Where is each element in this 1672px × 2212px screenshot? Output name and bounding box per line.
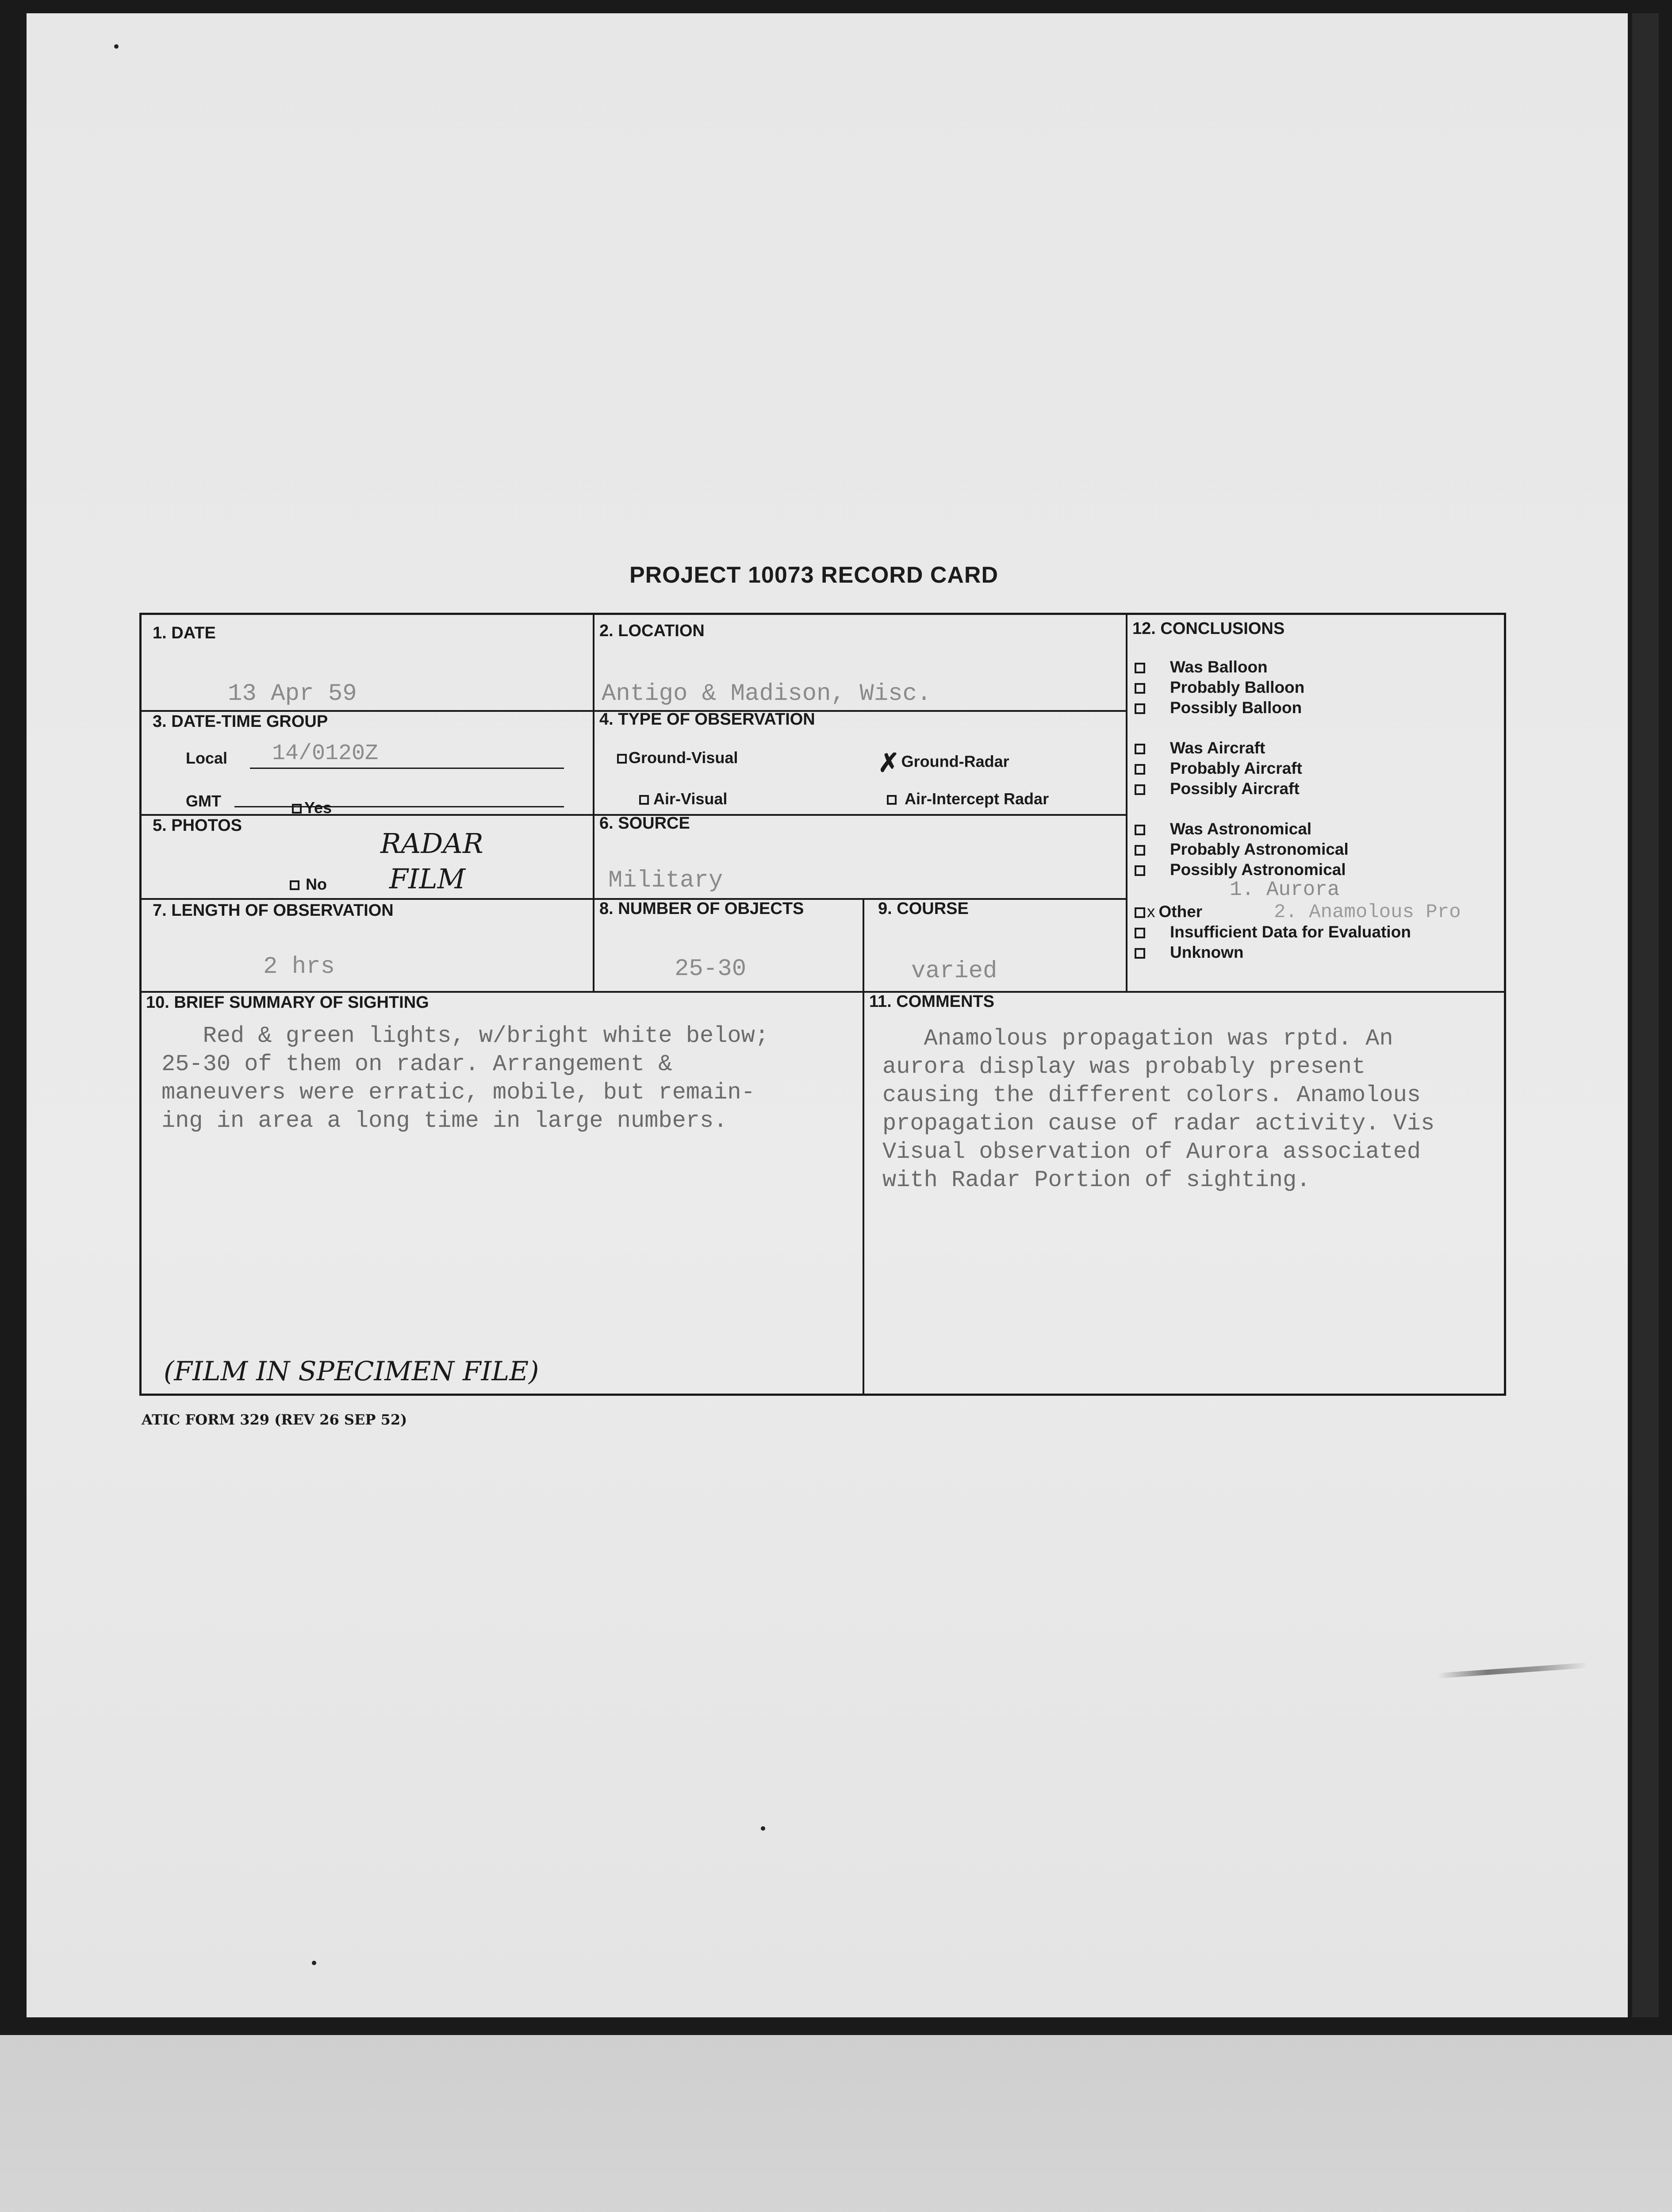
conclusion-possibly-balloon: Possibly Balloon [1135,699,1302,717]
rule [142,991,1506,993]
other-x-mark: x [1147,902,1155,921]
film-note: (FILM IN SPECIMEN FILE) [164,1356,539,1387]
local-value: 14/0120Z [272,741,379,766]
checkbox [1135,865,1145,876]
local-line [250,768,564,769]
photos-yes-note: RADAR [380,827,483,860]
conclusion-probably-aircraft: Probably Aircraft [1135,759,1302,778]
location-label: 2. LOCATION [599,622,705,640]
comments-label: 11. COMMENTS [869,992,994,1011]
conclusions-label: 12. CONCLUSIONS [1132,619,1285,638]
photos-no-note: FILM [389,863,466,895]
checkbox [887,795,897,805]
rule [863,898,864,1396]
number-of-objects-value: 25-30 [675,956,747,983]
brief-summary-text: Red & green lights, w/bright white below; 25-30 of them on radar. Arrangement & maneuvers were erratic, mobile, but remain- ing in area a long time in large numbers. [161,1023,769,1134]
length-of-observation-label: 7. LENGTH OF OBSERVATION [153,901,394,920]
conclusion-was-aircraft: Was Aircraft [1135,739,1265,757]
photos-no-option: No [290,875,327,894]
type-of-observation-label: 4. TYPE OF OBSERVATION [599,710,815,729]
checkbox [617,754,627,764]
punch-dot [312,1961,316,1965]
punch-dot [114,44,119,49]
conclusion-possibly-astronomical: Possibly Astronomical [1135,860,1346,879]
checkbox [1135,825,1145,835]
ground-visual-option: Ground-Visual [617,749,738,767]
check-x-mark: ✗ [878,749,900,777]
gmt-line [234,806,564,807]
photos-label: 5. PHOTOS [153,816,242,835]
lower-film-strip [0,2035,1672,2212]
checkbox [1135,928,1145,938]
source-label: 6. SOURCE [599,814,690,833]
conclusion-insufficient-data: Insufficient Data for Evaluation [1135,923,1411,941]
checkbox [1135,764,1145,775]
local-label: Local [186,749,228,767]
date-label: 1. DATE [153,624,216,642]
card-title: PROJECT 10073 RECORD CARD [629,562,999,588]
conclusion-was-balloon: Was Balloon [1135,658,1268,676]
checkbox [1135,845,1145,856]
course-value: varied [911,958,997,985]
number-of-objects-label: 8. NUMBER OF OBJECTS [599,899,804,918]
course-label: 9. COURSE [878,899,969,918]
length-of-observation-value: 2 hrs [263,953,335,980]
rule [593,615,594,991]
photos-yes-option: Yes [292,799,332,817]
checkbox [1135,948,1145,959]
location-value: Antigo & Madison, Wisc. [602,680,932,707]
comments-text: Anamolous propagation was rptd. An aurora display was probably present causing the different colors. Anamolous propagation cause of radar activity. Vis Visual observation of Aurora associated with Radar Portion of sighting. [882,1025,1435,1193]
gmt-label: GMT [186,792,221,810]
checkbox [1135,663,1145,673]
conclusion-unknown: Unknown [1135,943,1243,962]
air-intercept-radar-option: Air-Intercept Radar [887,790,1049,808]
conclusion-probably-astronomical: Probably Astronomical [1135,840,1349,859]
rule [1126,615,1127,991]
date-value: 13 Apr 59 [228,680,357,707]
checkbox [1135,744,1145,754]
conclusion-possibly-aircraft: Possibly Aircraft [1135,780,1300,798]
conclusion-probably-balloon: Probably Balloon [1135,678,1304,697]
checkbox [1135,907,1145,918]
punch-dot [761,1826,765,1831]
checkbox [1135,683,1145,694]
sheet-edge [1632,13,1659,2017]
conclusion-was-astronomical: Was Astronomical [1135,820,1312,838]
form-footer: ATIC FORM 329 (REV 26 SEP 52) [142,1411,407,1428]
conclusion-other: x Other [1135,902,1202,921]
checkbox [1135,703,1145,714]
date-time-group-label: 3. DATE-TIME GROUP [153,712,328,731]
conclusion-other-line-2: 2. Anamolous Pro [1274,901,1461,923]
brief-summary-label: 10. BRIEF SUMMARY OF SIGHTING [146,993,429,1012]
conclusion-other-line-1: 1. Aurora [1230,878,1340,901]
source-value: Military [608,867,723,894]
checkbox [639,795,649,805]
checkbox [292,804,302,814]
air-visual-option: Air-Visual [639,790,727,808]
checkbox [1135,784,1145,795]
ground-radar-option: ✗ Ground-Radar [878,749,1009,777]
checkbox [290,880,299,890]
